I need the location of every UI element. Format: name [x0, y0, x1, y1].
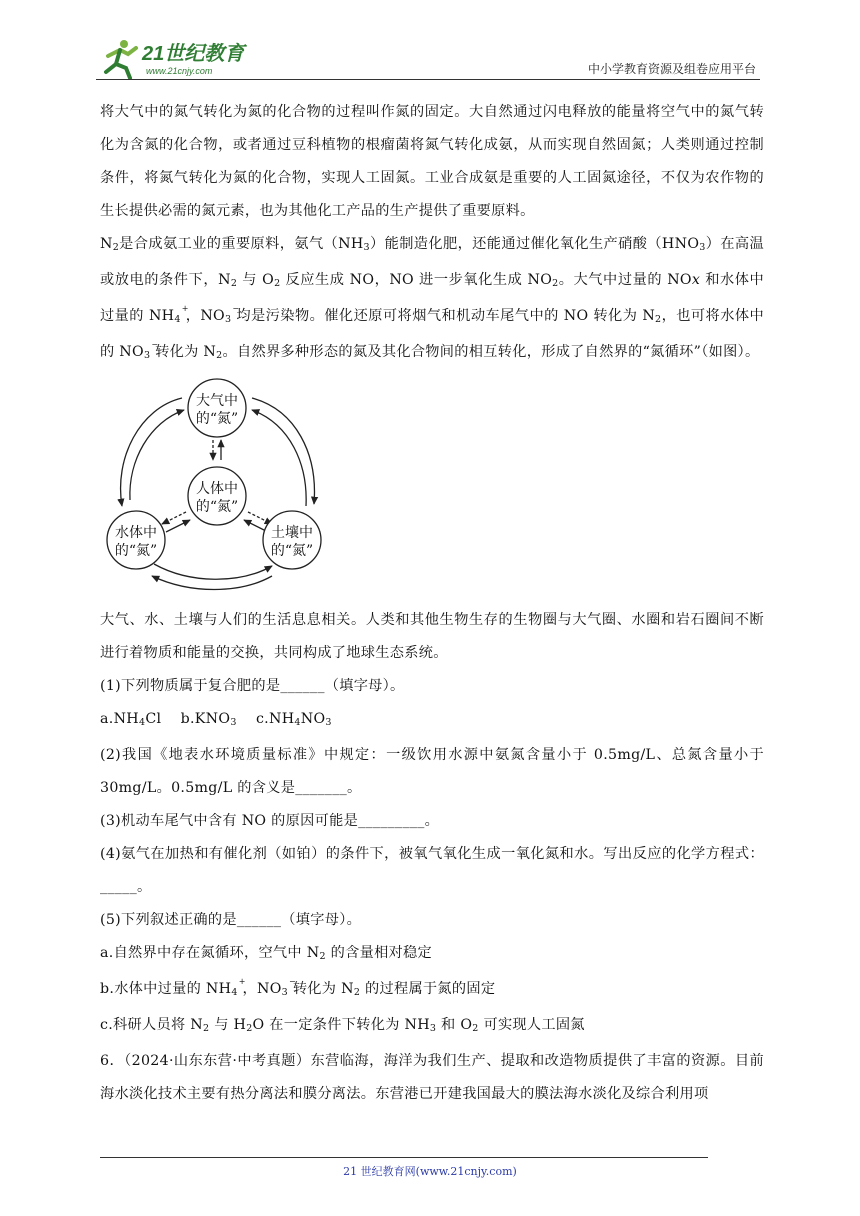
question-3: (3)机动车尾气中含有 NO 的原因可能是_________。: [100, 813, 440, 829]
arrow-water-to-soil: [154, 564, 272, 579]
paragraph-nitrogen-fixation: 将大气中的氮气转化为氮的化合物的过程叫作氮的固定。大自然通过闪电释放的能量将空气中的氮气转化为含氮的化合物，或者通过豆科植物的根瘤菌将氮气转化成氨，从而实现自然固氮；人类则通过控制条件，将氮气转化为氮的化合物，实现人工固氮。工业合成氨是重要的人工固氮途径，不仅为农作物的生长提供必需的氮元素，也为其他化工产品的生产提供了重要原料。: [100, 104, 764, 219]
nitrogen-cycle-svg: [100, 378, 340, 598]
node-soil-label-2: 的“氮”: [270, 543, 314, 559]
runner-icon: [106, 40, 136, 78]
question-5: (5)下列叙述正确的是______（填字母）。: [100, 912, 362, 928]
site-logo: [96, 36, 266, 80]
arrow-water-to-human: [166, 520, 190, 532]
footer-divider: [100, 1157, 708, 1158]
node-atmosphere-label-2: 的“氮”: [195, 411, 239, 427]
question-1: (1)下列物质属于复合肥的是______（填字母）。: [100, 678, 405, 694]
question-6: 6．（2024·山东东营·中考真题）东营临海，海洋为我们生产、提取和改造物质提供了丰富的资源。目前海水淡化技术主要有热分离法和膜分离法。东营港已开建我国最大的膜法海水淡化及综合利用项: [100, 1053, 764, 1102]
arrow-soil-to-atmos: [252, 410, 306, 506]
node-water-label-1: 水体中: [115, 525, 157, 541]
node-human-label-2: 的“氮”: [195, 499, 239, 515]
arrow-human-to-water: [162, 512, 186, 524]
question-5-option-b: b.水体中过量的 $NH_4$ + ，$NO_3$ − 转化为 $N_2$ 的过程属于氮的固定: [100, 977, 496, 998]
arrow-soil-to-water: [152, 576, 272, 590]
node-soil-label-1: 土壤中: [271, 525, 313, 541]
paragraph-ecosystem: 大气、水、土壤与人们的生活息息相关。人类和其他生物生存的生物圈与大气圈、水圈和岩石圈间不断进行着物质和能量的交换，共同构成了地球生态系统。: [100, 612, 764, 661]
logo-title: 21世纪教育: [142, 43, 245, 65]
nitrogen-cycle-diagram: [100, 378, 340, 598]
question-4: (4)氨气在加热和有催化剂（如铂）的条件下，被氧气氧化生成一氧化氮和水。写出反应的化学方程式：_____。: [100, 846, 764, 895]
node-atmosphere-label-1: 大气中: [196, 393, 238, 409]
document-body: [100, 96, 764, 1111]
arrow-water-to-atmos: [130, 410, 184, 500]
logo-url: www.21cnjy.com: [146, 66, 213, 76]
question-5-option-c: c.科研人员将 $N_2$ 与 $H_2O$ 在一定条件下转化为 $NH_3$ 和 $O_2$ 可实现人工固氮: [100, 1017, 585, 1034]
header-divider: [96, 79, 760, 80]
question-1-options: $a.NH_4Cl$ $b.KNO_3$ $c.NH_4NO_3$: [100, 711, 332, 728]
footer-site-link[interactable]: 21 世纪教育网(www.21cnjy.com): [343, 1165, 517, 1178]
question-5-option-a: a.自然界中存在氮循环，空气中 $N_2$ 的含量相对稳定: [100, 945, 433, 962]
paragraph-nitrogen-compounds: $N_2$是合成氨工业的重要原料，氨气$(NH_3)$能制造化肥，还能通过催化氧化生产硝酸$(HNO_3)$在高温或放电的条件下，$N_2$ 与 $O_2$ 反应生成 NO，NO 进一步氧化生成 $NO_2$。大气中过量的 NOx 和水体中过量的 $NH_4$ + ，$NO_3$ − 均是污染物。催化还原可将烟气和机动车尾气中的 NO 转化为 $N_2$，也可将水体中的 $NO_3$ − 转化为 $N_2$。自然界多种形态的氮及其化合物间的相互转化，形成了自然界的“氮循环”（如图）。: [100, 236, 765, 361]
question-2: (2)我国《地表水环境质量标准》中规定：一级饮用水源中氨氮含量小于 0.5mg/L、总氮含量小于 30mg/L。0.5mg/L 的含义是_______。: [100, 747, 764, 796]
header-platform-name: 中小学教育资源及组卷应用平台: [587, 62, 756, 76]
node-human-label-1: 人体中: [196, 481, 238, 497]
node-water-label-2: 的“氮”: [114, 543, 158, 559]
